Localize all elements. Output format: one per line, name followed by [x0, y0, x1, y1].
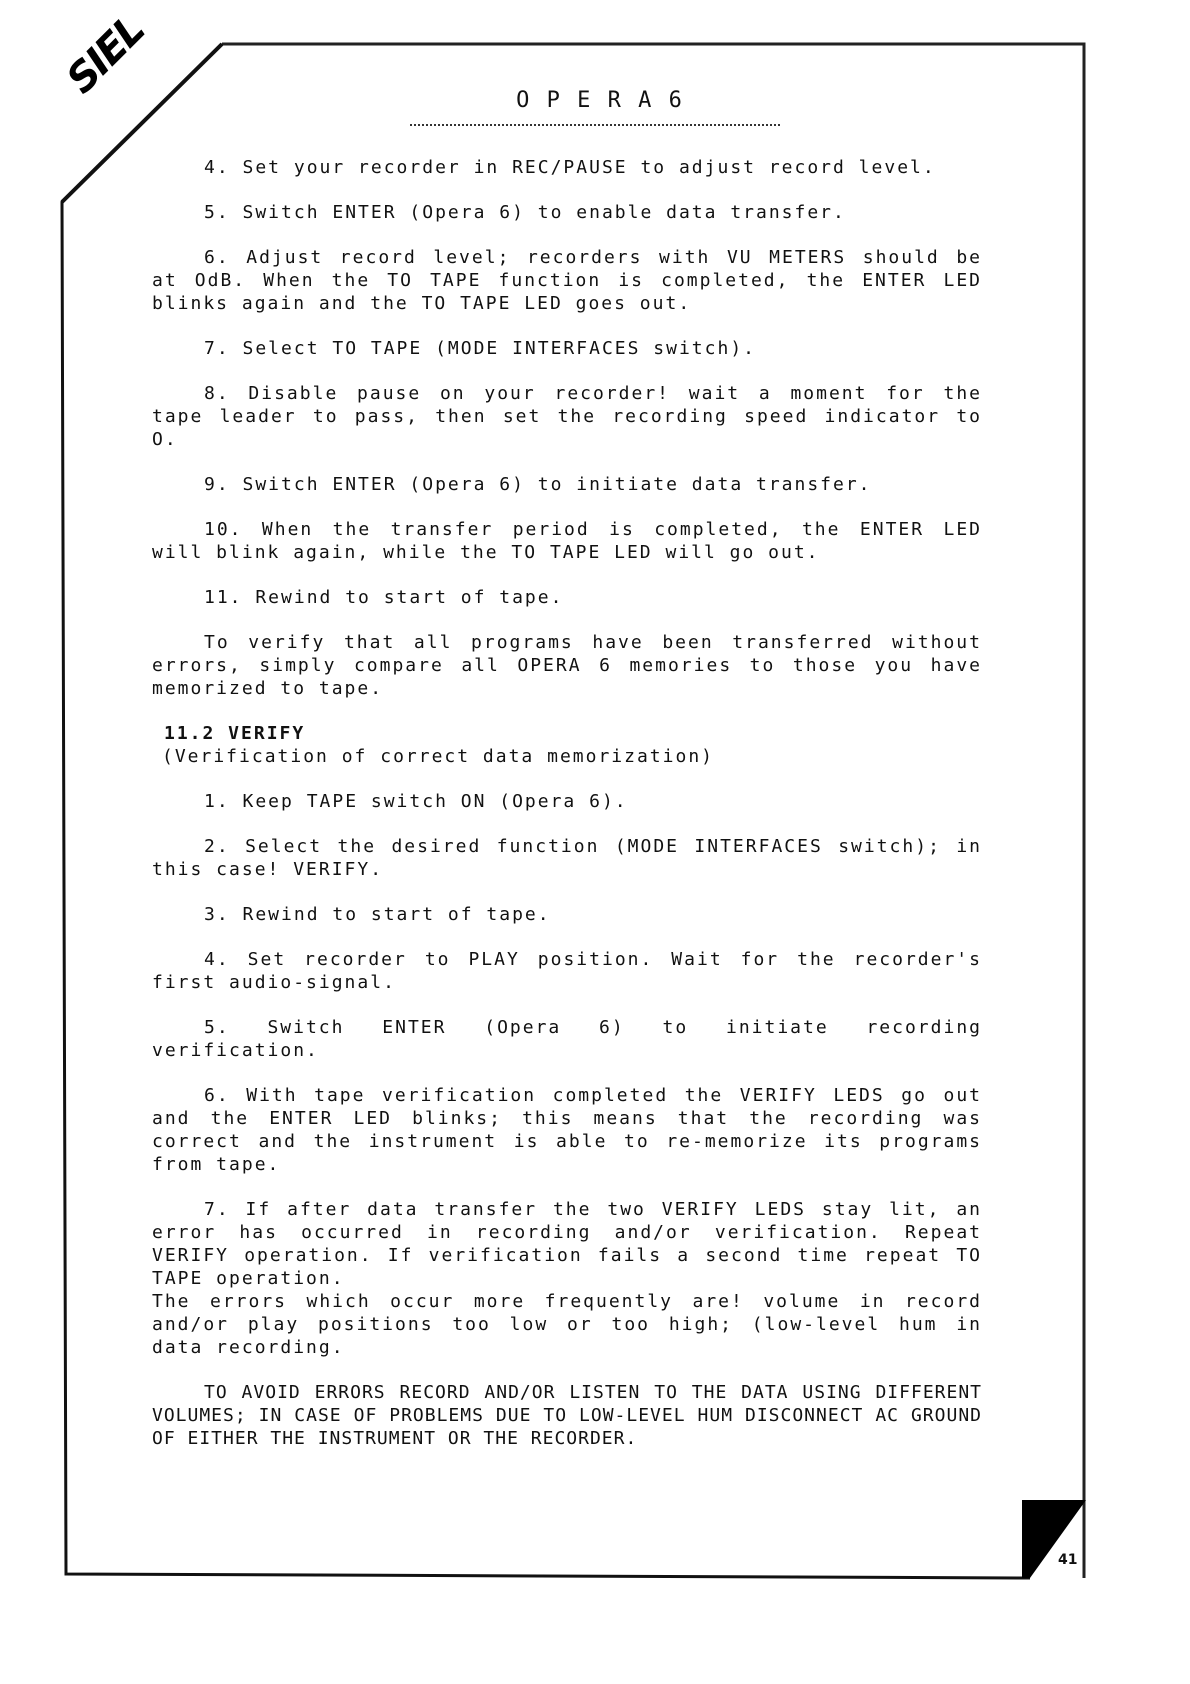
step-9-paragraph: 9. Switch ENTER (Opera 6) to initiate data transfer.	[204, 474, 872, 495]
step-5-paragraph: 5. Switch ENTER (Opera 6) to enable data transfer.	[204, 202, 846, 223]
step-7-paragraph: 7. Select TO TAPE (MODE INTERFACES switch).	[204, 338, 756, 359]
document-body	[152, 156, 982, 1472]
verify-step-3: 3. Rewind to start of tape.	[204, 904, 551, 925]
step-11-paragraph: 11. Rewind to start of tape.	[204, 587, 564, 608]
page-title: O P E R A 6	[516, 88, 684, 113]
verify-step-4: 4. Set recorder to PLAY position. Wait for the recorder's first audio-signal.	[152, 949, 982, 993]
verify-step-6: 6. With tape verification completed the VERIFY LEDS go out and the ENTER LED blinks; this means that the recording was correct and the instrument is able to re-memorize its programs from tape.	[152, 1085, 982, 1175]
step-8-paragraph: 8. Disable pause on your recorder! wait a moment for the tape leader to pass, then set the recording speed indicator to O.	[152, 383, 982, 450]
step-10-paragraph: 10. When the transfer period is completed, the ENTER LED will blink again, while the TO TAPE LED will go out.	[152, 519, 982, 563]
errors-note: The errors which occur more frequently are! volume in record and/or play positions too low or too high; (low-level hum in data recording.	[152, 1291, 982, 1358]
verify-step-1: 1. Keep TAPE switch ON (Opera 6).	[204, 791, 628, 812]
warning-paragraph: TO AVOID ERRORS RECORD AND/OR LISTEN TO THE DATA USING DIFFERENT VOLUMES; IN CASE OF PROBLEMS DUE TO LOW-LEVEL HUM DISCONNECT AC GROUND OF EITHER THE INSTRUMENT OR THE RECORDER.	[152, 1382, 982, 1449]
step-4-paragraph: 4. Set your recorder in REC/PAUSE to adjust record level.	[204, 157, 936, 178]
verify-heading: 11.2 VERIFY	[164, 723, 306, 744]
verify-step-5: 5. Switch ENTER (Opera 6) to initiate recording verification.	[152, 1017, 982, 1061]
verify-step-7: 7. If after data transfer the two VERIFY LEDS stay lit, an error has occurred in recording and/or verification. Repeat VERIFY operation. If verification fails a second time repeat TO TAPE operation.	[152, 1199, 982, 1289]
page-number: 41	[1058, 1552, 1078, 1568]
verify-intro-paragraph: To verify that all programs have been transferred without errors, simply compare all OPERA 6 memories to those you have memorized to tape.	[152, 632, 982, 699]
siel-logo: SIEL	[58, 7, 154, 103]
step-6-paragraph: 6. Adjust record level; recorders with VU METERS should be at OdB. When the TO TAPE function is completed, the ENTER LED blinks again and the TO TAPE LED goes out.	[152, 247, 982, 314]
verify-step-2: 2. Select the desired function (MODE INTERFACES switch); in this case! VERIFY.	[152, 836, 982, 880]
verify-subheading: (Verification of correct data memorization)	[162, 746, 714, 767]
title-underline	[410, 124, 780, 126]
